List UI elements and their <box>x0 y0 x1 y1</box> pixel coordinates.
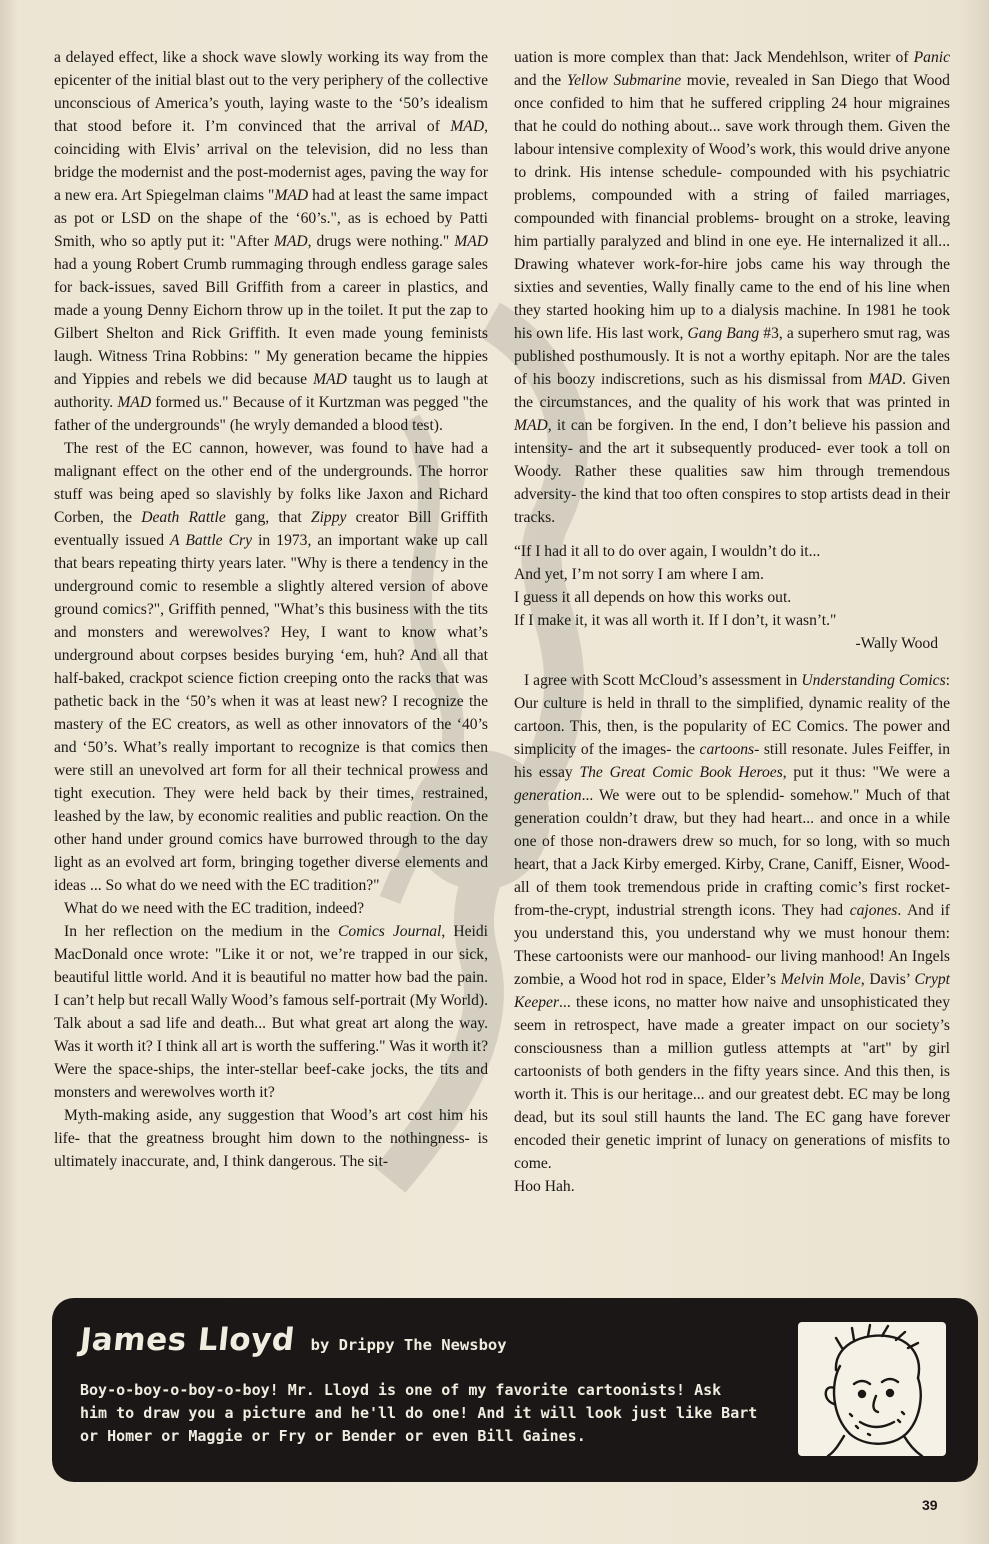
quote-line: And yet, I’m not sorry I am where I am. <box>514 566 764 583</box>
article-paragraph: What do we need with the EC tradition, indeed? <box>64 900 365 917</box>
article-column-left <box>54 46 488 1173</box>
profile-heading <box>80 1322 507 1358</box>
article-paragraph: uation is more complex than that: Jack Mendehlson, writer of Panic and the Yellow Submarine movie, revealed in San Diego that Wood once confided to him that he suffered crippling 24 hour migraines that he could do nothing about... save work through them. Given the labour intensive complexity of Wood’s work, this would drive anyone to drink. His intense schedule- compounded with his psychiatric problems, compounded with a string of failed marriages, compounded with financial problems- brought on a stroke, leaving him partially paralyzed and blind in one eye. He internalized it all... Drawing whatever work-for-hire jobs came his way through the sixties and seventies, Wally finally came to the end of his line when they started hooking him up to a dialysis machine. In 1981 he took his own life. His last work, Gang Bang #3, a superhero smut rag, was published posthumously. It is not a worthy epitaph. Nor are the tales of his boozy indiscretions, such as his dismissal from MAD. Given the circumstances, and the quality of his work that was printed in MAD, it can be forgiven. In the end, I don’t believe his passion and intensity- and the art it subsequently produced- ever took a toll on Woody. Rather these qualities saw him through tremendous adversity- the kind that too often conspires to stop artists dead in their tracks. <box>514 49 951 526</box>
contributor-name: James Lloyd <box>78 1322 297 1358</box>
quote-attribution: -Wally Wood <box>855 635 938 652</box>
quote-line: “If I had it all to do over again, I wouldn’t do it... <box>514 543 821 560</box>
contributor-profile-box <box>52 1298 978 1482</box>
quote-line: If I make it, it was all worth it. If I don’t, it wasn’t." <box>514 612 837 629</box>
quote-line: I guess it all depends on how this works out. <box>514 589 792 606</box>
blurb-line: Boy-o-boy-o-boy-o-boy! Mr. Lloyd is one of my favorite cartoonists! Ask <box>80 1381 722 1399</box>
cartoon-portrait-illustration <box>798 1322 946 1456</box>
article-paragraph: a delayed effect, like a shock wave slowly working its way from the epicenter of the initial blast out to the very periphery of the collective unconscious of America’s youth, laying waste to the ‘50’s idealism that stood before it. I’m convinced that the arrival of MAD, coinciding with Elvis’ arrival on the television, did no less than bridge the modernist and the post-modernist ages, paving the way for a new era. Art Spiegelman claims "MAD had at least the same impact as pot or LSD on the shape of the ‘60’s.", as is echoed by Patti Smith, who so aptly put it: "After MAD, drugs were nothing." MAD had a young Robert Crumb rummaging through endless garage sales for back-issues, saved Bill Griffith from a career in plastics, and made a young Denny Eichorn throw up in the toilet. It put the zap to Gilbert Shelton and Rick Griffith. It even made young feminists laugh. Witness Trina Robbins: " My generation became the hippies and Yippies and rebels we did because MAD taught us to laugh at authority. MAD formed us." Because of it Kurtzman was pegged "the father of the undergrounds" (he wryly demanded a blood test). <box>54 49 489 434</box>
blurb-line: or Homer or Maggie or Fry or Bender or even Bill Gaines. <box>80 1427 586 1445</box>
article-paragraph: In her reflection on the medium in the Comics Journal, Heidi MacDonald once wrote: "Like it or not, we’re trapped in our sick, beautiful little world. And it is beautiful no matter how bad the pain. I can’t help but recall Wally Wood’s famous self-portrait (My World). Talk about a sad life and death... But what great art along the way. Was it worth it? I think all art is worth the suffering." Was it worth it? Were the space-ships, the inter-stellar beef-cake jocks, the tits and monsters and werewolves worth it? <box>54 923 488 1101</box>
contributor-byline: by Drippy The Newsboy <box>310 1336 507 1354</box>
article-paragraph: Hoo Hah. <box>514 1178 575 1195</box>
article-column-right <box>514 46 950 1198</box>
article-paragraph: The rest of the EC cannon, however, was found to have had a malignant effect on the other end of the undergrounds. The horror stuff was being aped so slavishly by folks like Jaxon and Richard Corben, the Death Rattle gang, that Zippy creator Bill Griffith eventually issued A Battle Cry in 1973, an important wake up call that bears repeating thirty years later. "Why is there a tendency in the underground comic to resemble a slightly altered version of above ground comics?", Griffith penned, "What’s this business with the tits and monsters and werewolves? Hey, I want to know what’s underground about corpses besides burying ‘em, huh? And all that half-baked, crackpot science fiction creeping onto the racks that was pathetic back in the ‘50’s when it was at least new? I recognize the mastery of the EC creators, as well as other innovators of the ‘40’s and ‘50’s. What’s really important to recognize is that comics then were still an unevolved art form for all their technical prowess and tight execution. They were held back by their times, restrained, leashed by the law, by economic realities and public reaction. On the other hand under ground comics have burrowed through to the day light as an evolved art form, bringing together diverse elements and ideas ... So what do we need with the EC tradition?" <box>54 440 489 894</box>
article-paragraph: I agree with Scott McCloud’s assessment in Understanding Comics: Our culture is held in thrall to the simplified, dynamic reality of the cartoon. This, then, is the popularity of EC Comics. The power and simplicity of the images- the cartoons- still resonate. Jules Feiffer, in his essay The Great Comic Book Heroes, put it thus: "We were a generation... We were out to be splendid- somehow." Much of that generation couldn’t draw, but they had heart... and once in a while one of those non-drawers drew so much, for so long, with so much heart, that a Jack Kirby emerged. Kirby, Crane, Caniff, Eisner, Wood- all of them took tremendous pride in crafting comic’s first rocket-from-the-crypt, industrial strength icons. They had cajones. And if you understand this, you understand why we must honour them: These cartoonists were our manhood- our living manhood! An Ingels zombie, a Wood hot rod in space, Elder’s Melvin Mole, Davis’ Crypt Keeper... these icons, no matter how naive and unsophisticated they seem in retrospect, have made a greater impact on our society’s consciousness than a million gutless attempts at "art" by girl cartoonists of both genders in the fifty years since. And this then, is worth it. This is our heritage... and our greatest debt. EC may be long dead, but its soul still haunts the land. The EC gang have forever encoded their genetic imprint of lunacy on generations of misfits to come. <box>514 672 951 1172</box>
contributor-blurb <box>80 1379 800 1448</box>
wally-wood-quote <box>514 540 950 655</box>
blurb-line: him to draw you a picture and he'll do one! And it will look just like Bart <box>80 1404 758 1422</box>
portrait-drawing <box>798 1322 946 1456</box>
article-paragraph: Myth-making aside, any suggestion that Wood’s art cost him his life- that the greatness brought him down to the nothingness- is ultimately inaccurate, and, I think dangerous. The sit- <box>54 1107 488 1170</box>
page-number: 39 <box>922 1497 938 1513</box>
